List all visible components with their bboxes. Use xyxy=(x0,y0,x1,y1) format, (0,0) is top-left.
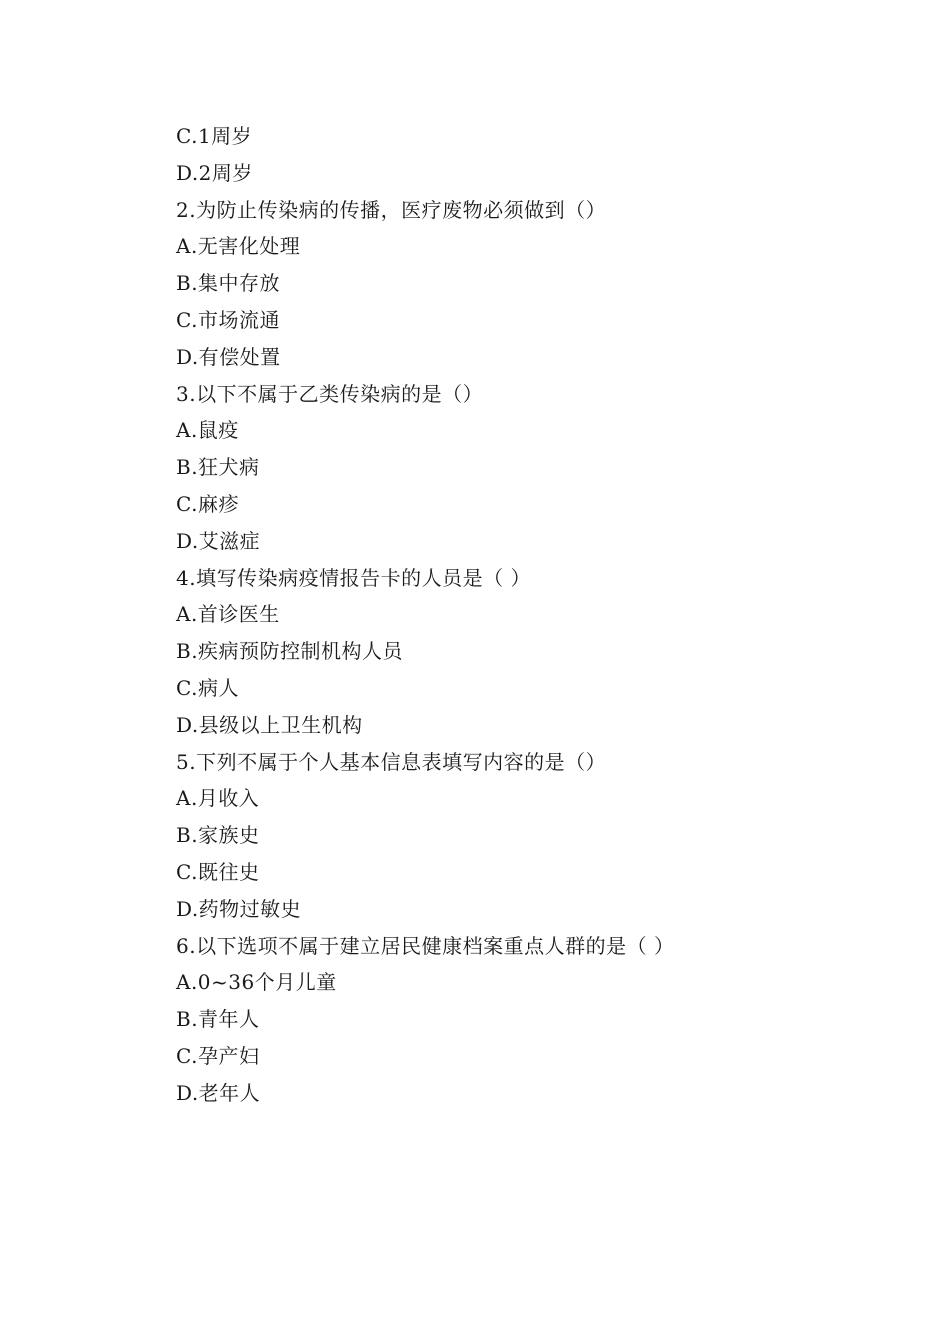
question-line: 5.下列不属于个人基本信息表填写内容的是（） xyxy=(176,749,607,774)
question-line: 3.以下不属于乙类传染病的是（） xyxy=(176,381,484,406)
option-line: D.县级以上卫生机构 xyxy=(176,712,363,737)
option-line: C.麻疹 xyxy=(176,491,239,516)
option-line: A.0~36个月儿童 xyxy=(176,970,337,995)
option-line: A.月收入 xyxy=(176,786,260,811)
option-line: A.无害化处理 xyxy=(176,234,301,259)
question-line: 4.填写传染病疫情报告卡的人员是（ ） xyxy=(176,565,531,590)
option-line: B.疾病预防控制机构人员 xyxy=(176,639,404,664)
question-line: 6.以下选项不属于建立居民健康档案重点人群的是（ ） xyxy=(176,933,675,958)
option-line: D.有偿处置 xyxy=(176,344,281,369)
option-line: C.市场流通 xyxy=(176,307,280,332)
option-line: C.1周岁 xyxy=(176,124,253,148)
option-line: C.病人 xyxy=(176,675,239,700)
option-line: D.老年人 xyxy=(176,1080,261,1105)
option-line: B.集中存放 xyxy=(176,271,281,296)
option-line: C.孕产妇 xyxy=(176,1043,260,1068)
option-line: B.狂犬病 xyxy=(176,455,260,480)
option-line: C.既往史 xyxy=(176,859,260,884)
option-line: D.药物过敏史 xyxy=(176,896,302,921)
option-line: B.青年人 xyxy=(176,1007,260,1032)
option-line: A.首诊医生 xyxy=(176,602,280,627)
question-line: 2.为防止传染病的传播，医疗废物必须做到（） xyxy=(176,197,607,222)
option-line: B.家族史 xyxy=(176,823,260,848)
option-line: D.艾滋症 xyxy=(176,528,261,553)
question-list xyxy=(176,118,876,1112)
option-line: A.鼠疫 xyxy=(176,418,239,443)
option-line: D.2周岁 xyxy=(176,160,253,185)
